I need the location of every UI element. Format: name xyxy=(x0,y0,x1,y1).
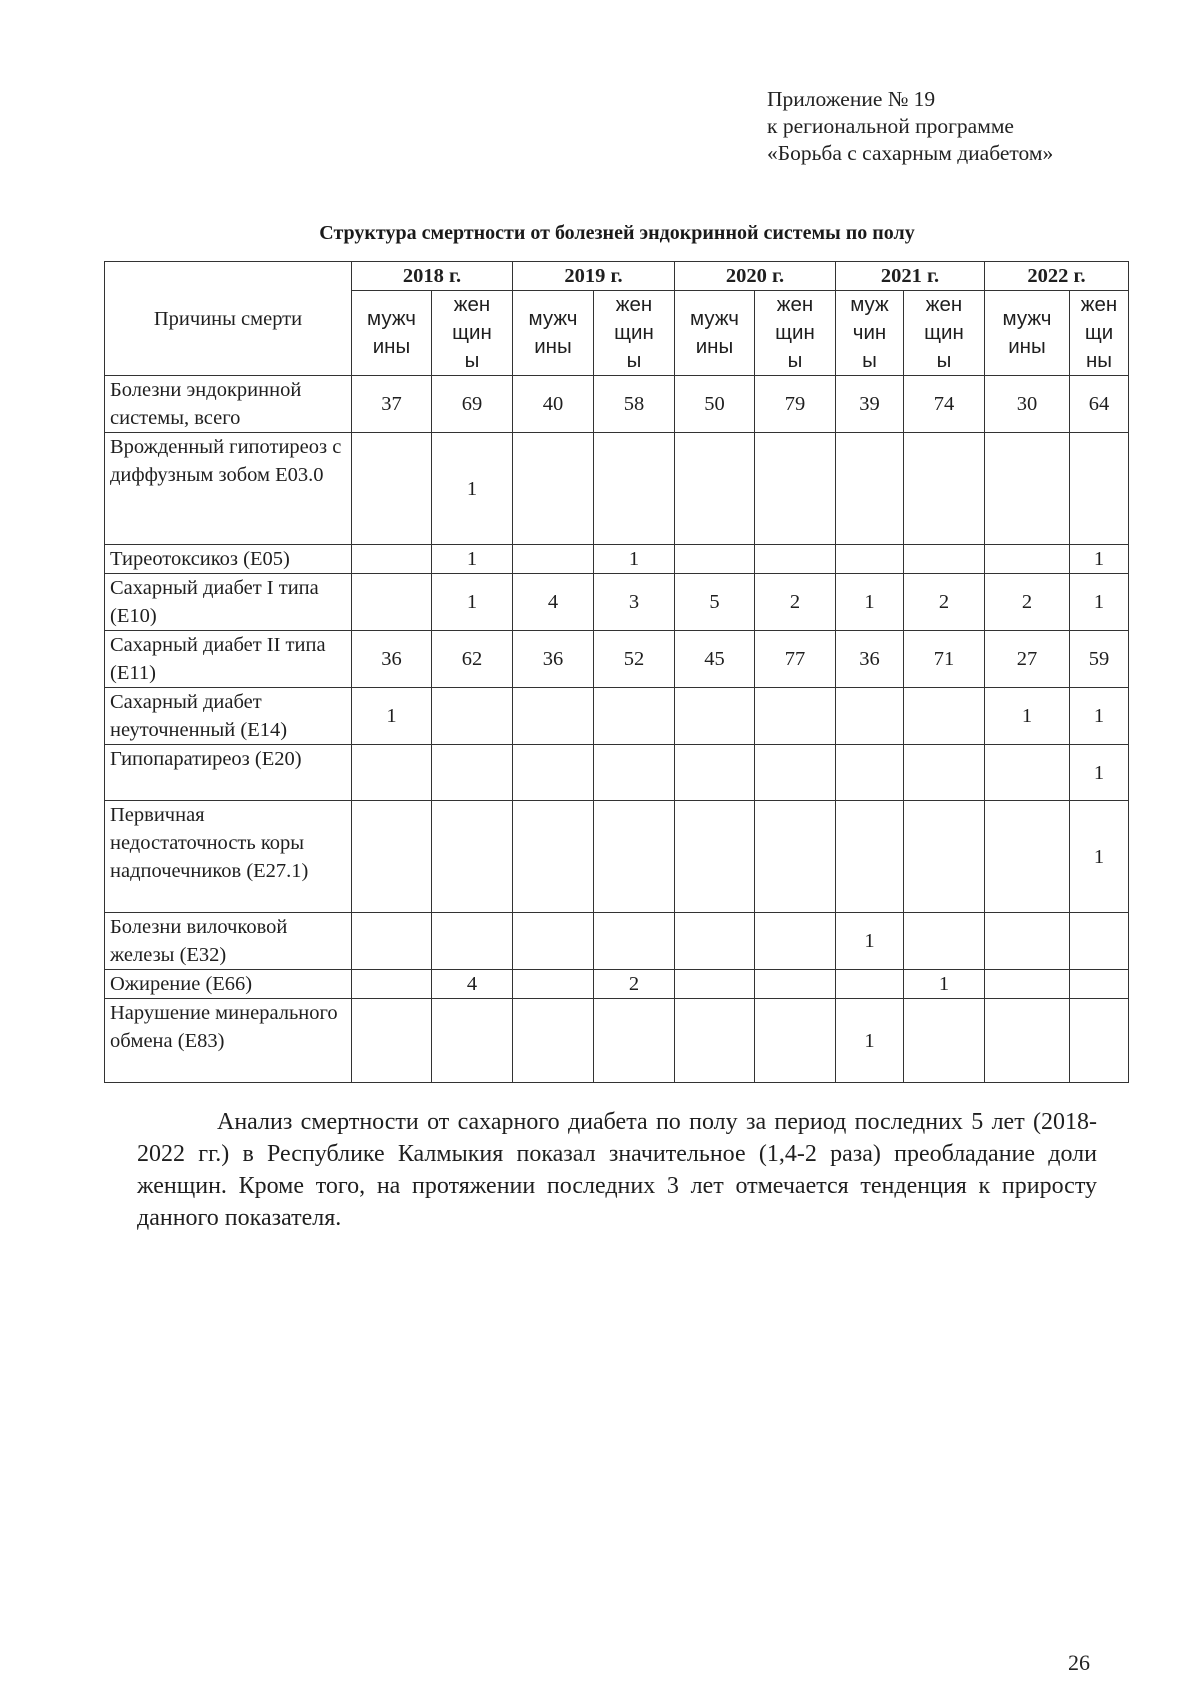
appendix-program-name: «Борьба с сахарным диабетом» xyxy=(767,141,1054,165)
male-count-cell xyxy=(675,688,755,745)
male-count-cell: 50 xyxy=(675,376,755,433)
female-count-cell: 64 xyxy=(1070,376,1129,433)
female-count-cell: 77 xyxy=(755,631,836,688)
male-count-cell xyxy=(836,745,904,801)
table-row xyxy=(105,376,1129,433)
female-count-cell xyxy=(1070,913,1129,970)
male-count-cell xyxy=(675,913,755,970)
male-count-cell: 1 xyxy=(836,999,904,1083)
male-count-cell xyxy=(985,433,1070,545)
female-count-cell xyxy=(755,688,836,745)
female-count-cell: 1 xyxy=(432,545,513,574)
cause-cell: Сахарный диабет I типа (E10) xyxy=(105,574,352,631)
male-count-cell xyxy=(352,574,432,631)
male-count-cell: 1 xyxy=(836,913,904,970)
table-row xyxy=(105,999,1129,1083)
mortality-table xyxy=(104,261,1129,1083)
female-count-cell: 1 xyxy=(594,545,675,574)
female-count-cell xyxy=(432,801,513,913)
female-count-cell xyxy=(904,545,985,574)
female-count-cell xyxy=(755,745,836,801)
female-count-cell xyxy=(594,999,675,1083)
appendix-number: Приложение № 19 xyxy=(767,87,936,111)
male-count-cell: 1 xyxy=(352,688,432,745)
male-count-cell xyxy=(985,970,1070,999)
male-count-cell xyxy=(513,688,594,745)
female-count-cell xyxy=(755,970,836,999)
female-count-cell xyxy=(1070,970,1129,999)
cause-cell: Болезни вилочковой железы (E32) xyxy=(105,913,352,970)
male-count-cell xyxy=(513,801,594,913)
gender-header-male: мужчины xyxy=(352,291,432,376)
female-count-cell xyxy=(904,999,985,1083)
cause-cell: Гипопаратиреоз (E20) xyxy=(105,745,352,801)
cause-cell: Сахарный диабет неуточненный (E14) xyxy=(105,688,352,745)
cause-cell: Ожирение (E66) xyxy=(105,970,352,999)
female-count-cell xyxy=(594,913,675,970)
gender-header-male: мужчины xyxy=(985,291,1070,376)
male-count-cell xyxy=(836,433,904,545)
male-count-cell xyxy=(985,545,1070,574)
male-count-cell: 36 xyxy=(352,631,432,688)
gender-header-female: женщины xyxy=(755,291,836,376)
male-count-cell: 45 xyxy=(675,631,755,688)
table-title: Структура смертности от болезней эндокринной системы по полу xyxy=(319,222,915,244)
gender-header-male: мужчины xyxy=(675,291,755,376)
male-count-cell xyxy=(985,745,1070,801)
female-count-cell: 52 xyxy=(594,631,675,688)
female-count-cell: 1 xyxy=(1070,574,1129,631)
female-count-cell: 71 xyxy=(904,631,985,688)
table-row xyxy=(105,745,1129,801)
female-count-cell: 74 xyxy=(904,376,985,433)
male-count-cell xyxy=(675,545,755,574)
male-count-cell: 1 xyxy=(836,574,904,631)
gender-header-male: мужчины xyxy=(513,291,594,376)
table-row xyxy=(105,913,1129,970)
male-count-cell: 36 xyxy=(513,631,594,688)
female-count-cell xyxy=(432,999,513,1083)
female-count-cell: 1 xyxy=(1070,688,1129,745)
female-count-cell xyxy=(594,433,675,545)
male-count-cell xyxy=(352,999,432,1083)
cause-cell: Болезни эндокринной системы, всего xyxy=(105,376,352,433)
table-row xyxy=(105,801,1129,913)
female-count-cell: 1 xyxy=(904,970,985,999)
page-number: 26 xyxy=(1068,1650,1090,1675)
male-count-cell xyxy=(675,801,755,913)
male-count-cell xyxy=(836,801,904,913)
male-count-cell: 5 xyxy=(675,574,755,631)
year-header: 2021 г. xyxy=(836,262,985,291)
gender-header-female: женщины xyxy=(1070,291,1129,376)
female-count-cell xyxy=(755,801,836,913)
female-count-cell: 2 xyxy=(594,970,675,999)
cause-cell: Нарушение минерального обмена (E83) xyxy=(105,999,352,1083)
female-count-cell xyxy=(432,745,513,801)
male-count-cell: 27 xyxy=(985,631,1070,688)
male-count-cell: 4 xyxy=(513,574,594,631)
female-count-cell: 58 xyxy=(594,376,675,433)
female-count-cell xyxy=(755,433,836,545)
female-count-cell xyxy=(594,745,675,801)
male-count-cell xyxy=(836,688,904,745)
female-count-cell xyxy=(432,688,513,745)
male-count-cell: 36 xyxy=(836,631,904,688)
female-count-cell: 2 xyxy=(755,574,836,631)
male-count-cell xyxy=(352,801,432,913)
male-count-cell xyxy=(513,913,594,970)
gender-header-female: женщины xyxy=(432,291,513,376)
female-count-cell xyxy=(904,688,985,745)
appendix-program: к региональной программе xyxy=(767,114,1014,138)
male-count-cell xyxy=(513,433,594,545)
female-count-cell xyxy=(1070,433,1129,545)
year-header: 2018 г. xyxy=(352,262,513,291)
female-count-cell xyxy=(594,688,675,745)
female-count-cell xyxy=(432,913,513,970)
cause-column-header: Причины смерти xyxy=(105,262,352,376)
table-row xyxy=(105,433,1129,545)
year-header: 2020 г. xyxy=(675,262,836,291)
table-row xyxy=(105,545,1129,574)
gender-header-male: мужчины xyxy=(836,291,904,376)
gender-header-female: женщины xyxy=(594,291,675,376)
cause-cell: Сахарный диабет II типа (E11) xyxy=(105,631,352,688)
female-count-cell: 1 xyxy=(1070,801,1129,913)
male-count-cell xyxy=(352,913,432,970)
table-row xyxy=(105,970,1129,999)
female-count-cell: 59 xyxy=(1070,631,1129,688)
male-count-cell xyxy=(985,999,1070,1083)
male-count-cell xyxy=(675,433,755,545)
female-count-cell: 79 xyxy=(755,376,836,433)
year-header: 2019 г. xyxy=(513,262,675,291)
male-count-cell: 2 xyxy=(985,574,1070,631)
female-count-cell xyxy=(904,433,985,545)
male-count-cell xyxy=(675,745,755,801)
cause-cell: Врожденный гипотиреоз с диффузным зобом E03.0 xyxy=(105,433,352,545)
female-count-cell: 69 xyxy=(432,376,513,433)
appendix-header xyxy=(767,86,1053,167)
female-count-cell: 4 xyxy=(432,970,513,999)
male-count-cell: 37 xyxy=(352,376,432,433)
female-count-cell xyxy=(1070,999,1129,1083)
male-count-cell xyxy=(985,801,1070,913)
year-header-row xyxy=(105,262,1129,291)
male-count-cell xyxy=(513,970,594,999)
male-count-cell xyxy=(513,999,594,1083)
female-count-cell: 1 xyxy=(1070,745,1129,801)
female-count-cell xyxy=(904,801,985,913)
male-count-cell: 1 xyxy=(985,688,1070,745)
female-count-cell: 1 xyxy=(1070,545,1129,574)
female-count-cell: 1 xyxy=(432,433,513,545)
male-count-cell xyxy=(675,999,755,1083)
female-count-cell xyxy=(594,801,675,913)
table-row xyxy=(105,574,1129,631)
male-count-cell xyxy=(985,913,1070,970)
cause-cell: Тиреотоксикоз (E05) xyxy=(105,545,352,574)
male-count-cell xyxy=(513,745,594,801)
male-count-cell xyxy=(836,545,904,574)
gender-header-female: женщины xyxy=(904,291,985,376)
female-count-cell xyxy=(755,913,836,970)
female-count-cell: 62 xyxy=(432,631,513,688)
male-count-cell xyxy=(836,970,904,999)
female-count-cell xyxy=(755,999,836,1083)
table-row xyxy=(105,631,1129,688)
male-count-cell xyxy=(352,745,432,801)
year-header: 2022 г. xyxy=(985,262,1129,291)
female-count-cell xyxy=(755,545,836,574)
male-count-cell: 39 xyxy=(836,376,904,433)
male-count-cell xyxy=(352,970,432,999)
table-row xyxy=(105,688,1129,745)
female-count-cell: 2 xyxy=(904,574,985,631)
male-count-cell xyxy=(513,545,594,574)
male-count-cell xyxy=(352,545,432,574)
female-count-cell: 1 xyxy=(432,574,513,631)
male-count-cell: 30 xyxy=(985,376,1070,433)
cause-cell: Первичная недостаточность коры надпочечников (E27.1) xyxy=(105,801,352,913)
female-count-cell: 3 xyxy=(594,574,675,631)
male-count-cell xyxy=(352,433,432,545)
female-count-cell xyxy=(904,745,985,801)
male-count-cell: 40 xyxy=(513,376,594,433)
male-count-cell xyxy=(675,970,755,999)
analysis-paragraph: Анализ смертности от сахарного диабета по полу за период последних 5 лет (2018-2022 гг.) в Республике Калмыкия показал значительное (1,4-2 раза) преобладание доли женщин. Кроме того, на протяжении последних 3 лет отмечается тенденция к приросту данного показателя. xyxy=(137,1109,1097,1231)
female-count-cell xyxy=(904,913,985,970)
